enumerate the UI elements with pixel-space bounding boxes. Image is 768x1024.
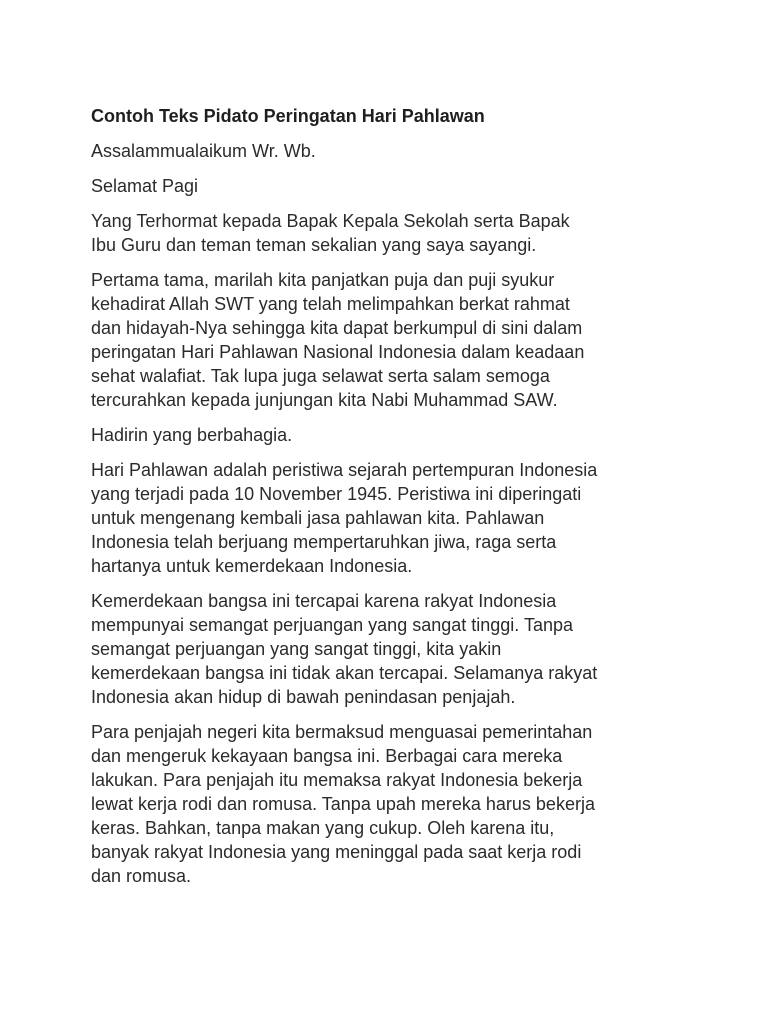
text-line: lewat kerja rodi dan romusa. Tanpa upah mereka harus bekerja: [91, 794, 595, 814]
document-title: Contoh Teks Pidato Peringatan Hari Pahlawan: [91, 106, 485, 126]
text-line: untuk mengenang kembali jasa pahlawan kita. Pahlawan: [91, 508, 545, 528]
text-line: sehat walafiat. Tak lupa juga selawat serta salam semoga: [91, 366, 550, 386]
text-line: yang terjadi pada 10 November 1945. Peristiwa ini diperingati: [91, 484, 582, 504]
text-line: dan romusa.: [91, 866, 192, 886]
text-line: keras. Bahkan, tanpa makan yang cukup. Oleh karena itu,: [91, 818, 555, 838]
paragraph-heroes-day: [91, 458, 691, 578]
text-line: dan mengeruk kekayaan bangsa ini. Berbagai cara mereka: [91, 746, 563, 766]
text-line: mempunyai semangat perjuangan yang sangat tinggi. Tanpa: [91, 615, 574, 635]
paragraph-colonizers: [91, 720, 691, 888]
text-line: semangat perjuangan yang sangat tinggi, kita yakin: [91, 639, 502, 659]
text-line: hartanya untuk kemerdekaan Indonesia.: [91, 556, 413, 576]
text-line: Pertama tama, marilah kita panjatkan puja dan puji syukur: [91, 270, 555, 290]
text-line: Indonesia telah berjuang mempertaruhkan jiwa, raga serta: [91, 532, 557, 552]
text-line: peringatan Hari Pahlawan Nasional Indonesia dalam keadaan: [91, 342, 585, 362]
text-line: dan hidayah-Nya sehingga kita dapat berkumpul di sini dalam: [91, 318, 583, 338]
text-line: Hari Pahlawan adalah peristiwa sejarah pertempuran Indonesia: [91, 460, 598, 480]
text-line: Ibu Guru dan teman teman sekalian yang saya sayangi.: [91, 235, 537, 255]
text-line: Indonesia akan hidup di bawah penindasan penjajah.: [91, 687, 516, 707]
document-page: [91, 104, 691, 899]
text-line: Kemerdekaan bangsa ini tercapai karena rakyat Indonesia: [91, 591, 557, 611]
text-line: kemerdekaan bangsa ini tidak akan tercapai. Selamanya rakyat: [91, 663, 598, 683]
text-line: Yang Terhormat kepada Bapak Kepala Sekolah serta Bapak: [91, 211, 570, 231]
paragraph-greeting: [91, 139, 691, 163]
text-line: Para penjajah negeri kita bermaksud menguasai pemerintahan: [91, 722, 593, 742]
text-line: kehadirat Allah SWT yang telah melimpahkan berkat rahmat: [91, 294, 570, 314]
text-line: Assalammualaikum Wr. Wb.: [91, 141, 316, 161]
paragraph-good-morning: [91, 174, 691, 198]
paragraph-audience: [91, 423, 691, 447]
text-line: Selamat Pagi: [91, 176, 199, 196]
paragraph-gratitude: [91, 268, 691, 412]
paragraph-independence: [91, 589, 691, 709]
text-line: lakukan. Para penjajah itu memaksa rakyat Indonesia bekerja: [91, 770, 583, 790]
text-line: banyak rakyat Indonesia yang meninggal pada saat kerja rodi: [91, 842, 582, 862]
paragraph-respected: [91, 209, 691, 257]
text-line: tercurahkan kepada junjungan kita Nabi Muhammad SAW.: [91, 390, 558, 410]
text-line: Hadirin yang berbahagia.: [91, 425, 293, 445]
